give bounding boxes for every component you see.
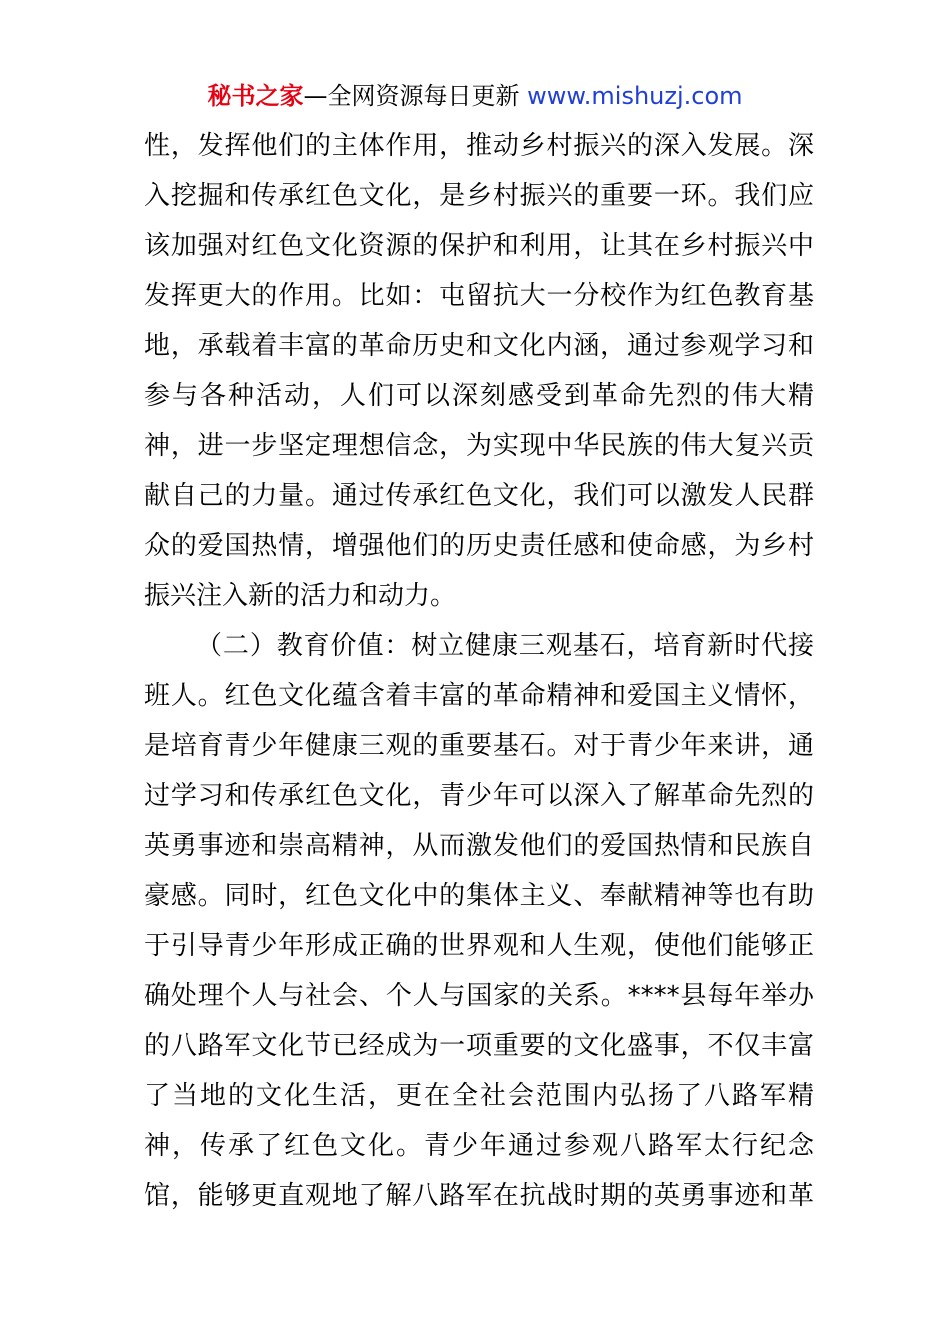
document-body — [144, 121, 814, 1221]
site-tagline: —全网资源每日更新 — [303, 82, 520, 110]
text-line: 振兴注入新的活力和动力。 — [144, 581, 457, 611]
text-line: 是培育青少年健康三观的重要基石。对于青少年来讲，通 — [144, 731, 814, 761]
text-line: 众的爱国热情，增强他们的历史责任感和使命感，为乡村 — [144, 531, 814, 561]
text-line: 入挖掘和传承红色文化，是乡村振兴的重要一环。我们应 — [144, 181, 814, 211]
text-line: 确处理个人与社会、个人与国家的关系。****县每年举办 — [144, 981, 814, 1011]
site-name: 秘书之家 — [207, 82, 304, 110]
page-header — [0, 80, 950, 112]
text-line: 班人。红色文化蕴含着丰富的革命精神和爱国主义情怀， — [144, 681, 814, 711]
text-line: 了当地的文化生活，更在全社会范围内弘扬了八路军精 — [144, 1081, 814, 1111]
text-line: 地，承载着丰富的革命历史和文化内涵，通过参观学习和 — [144, 331, 814, 361]
text-line: 神，进一步坚定理想信念，为实现中华民族的伟大复兴贡 — [144, 431, 814, 461]
text-line: 该加强对红色文化资源的保护和利用，让其在乡村振兴中 — [144, 231, 814, 261]
text-line: 献自己的力量。通过传承红色文化，我们可以激发人民群 — [144, 481, 814, 511]
text-line: 馆，能够更直观地了解八路军在抗战时期的英勇事迹和革 — [144, 1181, 814, 1211]
text-line: 参与各种活动，人们可以深刻感受到革命先烈的伟大精 — [144, 381, 814, 411]
text-line: 过学习和传承红色文化，青少年可以深入了解革命先烈的 — [144, 781, 814, 811]
text-line: 发挥更大的作用。比如：屯留抗大一分校作为红色教育基 — [144, 281, 814, 311]
site-url[interactable]: www.mishuzj.com — [527, 82, 743, 110]
text-line: 豪感。同时，红色文化中的集体主义、奉献精神等也有助 — [144, 881, 814, 911]
text-line: 于引导青少年形成正确的世界观和人生观，使他们能够正 — [144, 931, 814, 961]
text-line: （二）教育价值：树立健康三观基石，培育新时代接 — [196, 631, 814, 661]
text-line: 神，传承了红色文化。青少年通过参观八路军太行纪念 — [144, 1131, 814, 1161]
text-line: 性，发挥他们的主体作用，推动乡村振兴的深入发展。深 — [144, 131, 814, 161]
text-line: 的八路军文化节已经成为一项重要的文化盛事，不仅丰富 — [144, 1031, 814, 1061]
text-line: 英勇事迹和崇高精神，从而激发他们的爱国热情和民族自 — [144, 831, 814, 861]
